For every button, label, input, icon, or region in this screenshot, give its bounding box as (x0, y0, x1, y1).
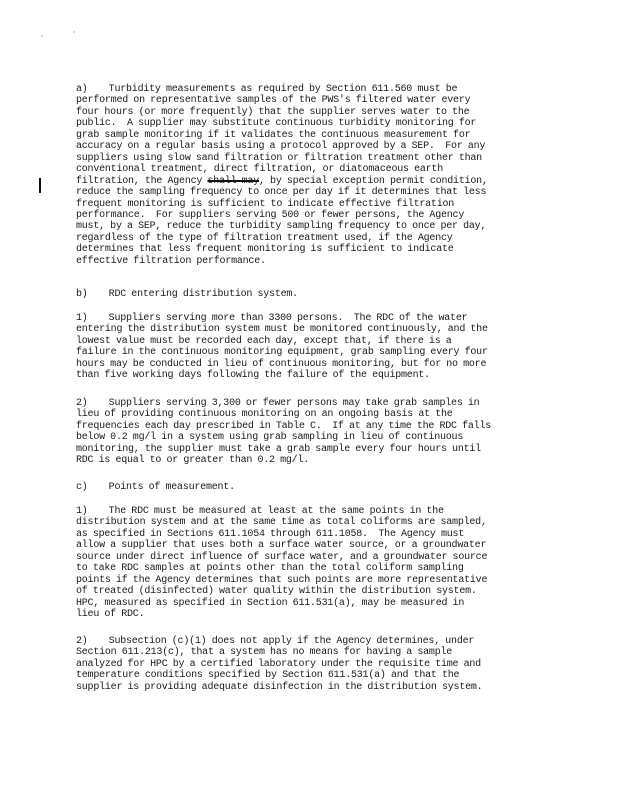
heading-b-rdc-entering: b) RDC entering distribution system. (76, 289, 298, 300)
paragraph-b1-large-suppliers: 1) Suppliers serving more than 3300 persons. The RDC of the water entering the distribution system must be monitored continuously, and the lowest value must be recorded each day, except that, if there is a failure in the continuous monitoring equipment, grab sampling every four hours may be conducted in lieu of continuous monitoring, but for no more than five working days following the failure of the equipment. (76, 313, 488, 382)
paragraph-c1-rdc-measurement: 1) The RDC must be measured at least at the same points in the distribution system and at the same time as total coliforms are sampled, as specified in Sections 611.1054 through 611.1058. The Agency must allow a supplier that uses both a surface water source, or a groundwater source under direct influence of surface water, and a groundwater source to take RDC samples at points other than the total coliform sampling points if the Agency determines that such points are more representative of treated (disinfected) water quality within the distribution system. HPC, measured as specified in Section 611.531(a), may be measured in lieu of RDC. (76, 506, 488, 621)
scan-speck: · (40, 33, 45, 41)
heading-c-points-of-measurement: c) Points of measurement. (76, 482, 235, 493)
scan-speck: · (72, 29, 77, 37)
paragraph-a-text-continued: , by special exception permit condition, reduce the sampling frequency to once per day if it determines that less frequent monitoring is sufficient to indicate effective filtration performance. For suppliers serving 500 or fewer persons, the Agency must, by a SEP, reduce the turbidity sampling frequency to once per day, regardless of the type of filtration treatment used, if the Agency determines that less frequent monitoring is sufficient to indicate effective filtration performance. (76, 175, 488, 267)
paragraph-b2-small-suppliers: 2) Suppliers serving 3,300 or fewer persons may take grab samples in lieu of providing continuous monitoring on an ongoing basis at the frequencies each day prescribed in Table C. If at any time the RDC falls below 0.2 mg/l in a system using grab sampling in lieu of continuous monitoring, the supplier must take a grab sample every four hours until RDC is equal to or greater than 0.2 mg/l. (76, 398, 492, 467)
revision-margin-bar (39, 178, 41, 193)
paragraph-a-turbidity (76, 84, 546, 267)
paragraph-c2-exception: 2) Subsection (c)(1) does not apply if the Agency determines, under Section 611.213(c), that a system has no means for having a sample analyzed for HPC by a certified laboratory under the requisite time and temperature conditions specified by Section 611.531(a) and that the supplier is providing adequate disinfection in the distribution system. (76, 636, 483, 693)
struck-text: shall may (207, 175, 259, 187)
paragraph-a-text: a) Turbidity measurements as required by Section 611.560 must be performed on representative samples of the PWS's filtered water every four hours (or more frequently) that the supplier serves water to the public. A supplier may substitute continuous turbidity monitoring for grab sample monitoring if it validates the continuous measurement for accuracy on a regular basis using a protocol approved by a SEP. For any suppliers using slow sand filtration or filtration treatment other than conventional treatment, direct filtration, or diatomaceous earth filtration, the Agency (76, 84, 486, 187)
